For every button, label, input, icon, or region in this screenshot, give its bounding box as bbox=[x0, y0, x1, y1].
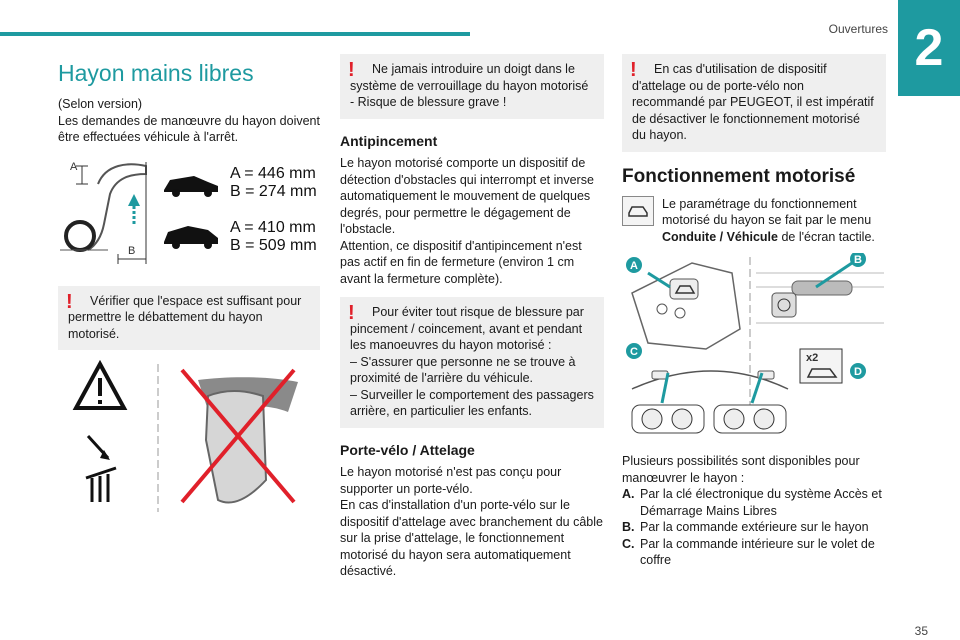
list-item bbox=[622, 486, 886, 519]
chapter-number-tab: 2 bbox=[898, 0, 960, 96]
measurement-2-a: A = 410 mm bbox=[230, 218, 316, 236]
intro-version: (Selon version) bbox=[58, 97, 143, 111]
warning-icon: ! bbox=[630, 59, 637, 81]
up-arrow-icon bbox=[128, 194, 140, 206]
page-number: 35 bbox=[914, 624, 928, 638]
section-title-porte-velo: Porte-vélo / Attelage bbox=[340, 441, 475, 458]
setting-text bbox=[662, 196, 886, 246]
list-item-text: Par la clé électronique du système Accès et Démarrage Mains Libres bbox=[640, 487, 882, 518]
list-item-key: B. bbox=[622, 520, 635, 534]
measurement-1-a: A = 446 mm bbox=[230, 164, 316, 182]
list-item bbox=[622, 519, 886, 536]
hand-icon bbox=[86, 468, 116, 502]
warning-text: Vérifier que l'espace est suffisant pour permettre le débattement du hayon motorisé. bbox=[68, 293, 302, 341]
clearance-diagram bbox=[58, 154, 320, 272]
list-item-text: Par la commande extérieure sur le hayon bbox=[640, 520, 869, 534]
menu-path-label: Conduite / Véhicule bbox=[662, 229, 778, 244]
do-not-insert-finger-illustration bbox=[58, 360, 320, 518]
measurement-1-b: B = 274 mm bbox=[230, 182, 317, 200]
column-1 bbox=[58, 54, 320, 532]
warning-text: – S'assurer que personne ne se trouve à proximité de l'arrière du véhicule. bbox=[350, 354, 576, 385]
label-b-badge: B bbox=[854, 254, 862, 266]
antipincement-text-2: Attention, ce dispositif d'antipincement n'est pas actif en fin de fermeture (environ 1 cm avant la fermeture complète). bbox=[340, 238, 582, 286]
key-fob-illustration bbox=[632, 263, 740, 349]
exterior-button-illustration bbox=[772, 293, 796, 317]
possibilities-list bbox=[622, 486, 886, 569]
diagram-label-a: A bbox=[70, 160, 78, 173]
measurement-2-b: B = 509 mm bbox=[230, 236, 317, 254]
tailgate-controls-illustration bbox=[622, 253, 886, 439]
possibilities-intro: Plusieurs possibilités sont disponibles pour manœuvrer le hayon : bbox=[622, 454, 860, 485]
warning-text: Pour éviter tout risque de blessure par pincement / coincement, avant et pendant les manoeuvres du hayon motorisé : bbox=[350, 305, 584, 352]
antipincement-text-1: Le hayon motorisé comporte un dispositif de détection d'obstacles qui interrompt et inverse automatiquement le mouvement de quelques degrés, pour permettre le dégagement de l'obstacle. bbox=[340, 156, 594, 236]
page-title: Hayon mains libres bbox=[58, 60, 254, 86]
warning-icon: ! bbox=[348, 59, 355, 81]
warning-text: – Surveiller le comportement des passagers arrière, en particulier les enfants. bbox=[350, 387, 594, 418]
label-a-badge: A bbox=[630, 260, 638, 272]
header-accent-bar bbox=[0, 32, 470, 36]
porte-velo-text-2: En cas d'installation d'un porte-vélo sur le dispositif d'attelage avec branchement du câble sur la prise d'attelage, le fonctionnement motorisé du hayon sera automatiquement désactivé. bbox=[340, 498, 603, 578]
warning-icon: ! bbox=[348, 302, 355, 324]
warning-text: En cas d'utilisation de dispositif d'attelage ou de porte-vélo non recommandé par PEUGEOT, il est impératif de désactiver le fonctionnement motorisé du hayon. bbox=[632, 62, 874, 142]
warning-box bbox=[58, 286, 320, 351]
porte-velo-text-1: Le hayon motorisé n'est pas conçu pour supporter un porte-vélo. bbox=[340, 465, 562, 496]
label-x2: x2 bbox=[806, 352, 819, 364]
list-item-key: A. bbox=[622, 487, 635, 501]
warning-box-pinch bbox=[340, 297, 604, 428]
list-item-text: Par la commande intérieure sur le volet de coffre bbox=[640, 536, 875, 567]
warning-box-finger bbox=[340, 54, 604, 119]
setting-paragraph bbox=[622, 196, 886, 246]
section-title-antipincement: Antipincement bbox=[340, 132, 438, 149]
warning-icon: ! bbox=[66, 290, 73, 313]
diagram-label-b: B bbox=[128, 244, 136, 257]
car-settings-icon bbox=[622, 196, 654, 226]
column-3 bbox=[622, 54, 886, 569]
label-c-badge: C bbox=[630, 346, 638, 358]
intro-text: Les demandes de manœuvre du hayon doivent être effectuées véhicule à l'arrêt. bbox=[58, 113, 320, 144]
label-d-badge: D bbox=[854, 366, 862, 378]
hatchback-car-icon bbox=[164, 226, 218, 249]
warning-text: Ne jamais introduire un doigt dans le système de verrouillage du hayon motorisé - Risque de blessure grave ! bbox=[350, 62, 589, 109]
chapter-title: Ouvertures bbox=[828, 22, 888, 36]
warning-box-towbar bbox=[622, 54, 886, 152]
list-item bbox=[622, 536, 886, 569]
setting-text-part-2: de l'écran tactile. bbox=[778, 229, 875, 244]
setting-text-part-1: Le paramétrage du fonctionnement motorisé du hayon se fait par le menu bbox=[662, 196, 872, 227]
suv-car-icon bbox=[164, 176, 218, 197]
list-item-key: C. bbox=[622, 536, 635, 551]
column-2 bbox=[340, 54, 604, 580]
section-title-motorise: Fonctionnement motorisé bbox=[622, 165, 856, 187]
